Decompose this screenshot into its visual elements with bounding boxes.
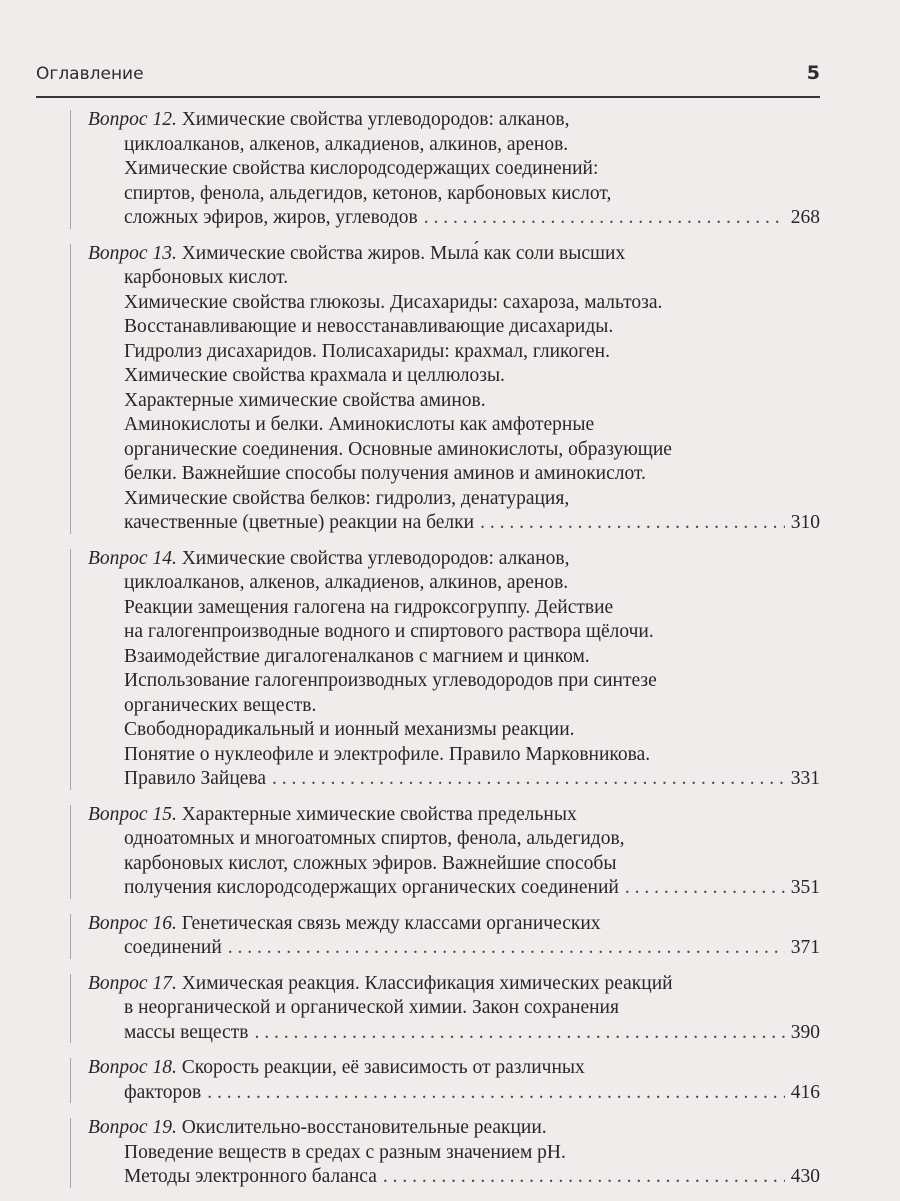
toc-line (88, 1165, 820, 1190)
toc-line-text: Химическая реакция. Классификация химических реакций (181, 972, 673, 994)
toc-page-number: 310 (790, 512, 820, 533)
toc-line (88, 827, 820, 852)
toc-line (88, 157, 820, 182)
dot-leader (625, 876, 785, 901)
toc-entry (88, 1116, 820, 1190)
toc-line (88, 266, 820, 291)
toc-line-text: Методы электронного баланса (124, 1166, 377, 1187)
dot-leader (272, 767, 785, 792)
toc-line-text: Химические свойства глюкозы. Дисахариды: сахароза, мальтоза. (124, 291, 663, 313)
toc-page-number: 430 (790, 1166, 820, 1187)
toc-line (88, 876, 820, 901)
toc-line-text: массы веществ (124, 1021, 249, 1043)
toc-entry (88, 108, 820, 231)
toc-line (88, 511, 820, 536)
toc-line (88, 413, 820, 438)
toc-line-text: органические соединения. Основные аминокислоты, образующие (124, 438, 672, 460)
toc-line-text: получения кислородсодержащих органических соединений (124, 877, 619, 898)
toc-entry (88, 1056, 820, 1105)
question-label: Вопрос 18. (88, 1057, 177, 1078)
toc-line-text: спиртов, фенола, альдегидов, кетонов, карбоновых кислот, (124, 182, 612, 204)
question-label: Вопрос 15. (88, 803, 177, 825)
toc-page-number: 371 (790, 937, 820, 958)
dot-leader (254, 1021, 784, 1046)
toc-line (88, 1021, 820, 1046)
dot-leader (424, 206, 785, 231)
page-header (36, 62, 820, 98)
toc-line-text: Реакции замещения галогена на гидроксогруппу. Действие (124, 596, 614, 618)
toc-line (88, 291, 820, 316)
toc-line-text: соединений (124, 937, 222, 958)
question-label: Вопрос 19. (88, 1117, 177, 1138)
toc-line-text: Окислительно-восстановительные реакции. (181, 1117, 547, 1138)
toc-line (88, 389, 820, 414)
toc-entry (88, 912, 820, 961)
table-of-contents (88, 108, 820, 1201)
toc-page-number: 268 (790, 207, 820, 228)
toc-line (88, 803, 820, 828)
toc-line-text: качественные (цветные) реакции на белки (124, 512, 475, 533)
toc-page-number: 351 (790, 877, 820, 898)
toc-line (88, 315, 820, 340)
toc-line (88, 438, 820, 463)
toc-entry (88, 547, 820, 792)
toc-page-number: 416 (790, 1081, 820, 1103)
toc-line (88, 936, 820, 961)
toc-line-text: факторов (124, 1081, 202, 1103)
toc-line-text: Характерные химические свойства предельных (181, 803, 577, 825)
toc-line-text: Химические свойства жиров. Мыла́ как соли высших (181, 242, 626, 264)
toc-line-text: Использование галогенпроизводных углеводородов при синтезе (124, 670, 657, 691)
dot-leader (228, 936, 785, 961)
toc-line-text: Свободнорадикальный и ионный механизмы реакции. (124, 719, 575, 740)
toc-line-text: Аминокислоты и белки. Аминокислоты как амфотерные (124, 414, 595, 435)
toc-line (88, 340, 820, 365)
toc-line-text: циклоалканов, алкенов, алкадиенов, алкинов, аренов. (124, 572, 569, 593)
toc-line-text: органических веществ. (124, 694, 317, 716)
toc-entry (88, 972, 820, 1046)
toc-line (88, 620, 820, 645)
section-title: Оглавление (36, 64, 144, 84)
question-label: Вопрос 13. (88, 242, 177, 264)
toc-line (88, 462, 820, 487)
toc-line-text: одноатомных и многоатомных спиртов, фенола, альдегидов, (124, 828, 625, 849)
toc-line (88, 767, 820, 792)
toc-line (88, 108, 820, 133)
toc-line (88, 571, 820, 596)
toc-line (88, 1141, 820, 1166)
toc-line (88, 242, 820, 267)
toc-line (88, 694, 820, 719)
toc-line-text: циклоалканов, алкенов, алкадиенов, алкинов, аренов. (124, 133, 569, 155)
toc-line (88, 669, 820, 694)
toc-line-text: Взаимодействие дигалогеналканов с магнием и цинком. (124, 645, 590, 667)
toc-line-text: Правило Зайцева (124, 768, 267, 789)
question-label: Вопрос 14. (88, 547, 177, 569)
question-label: Вопрос 17. (88, 972, 177, 994)
toc-line (88, 1056, 820, 1081)
toc-entry (88, 803, 820, 901)
toc-line-text: Восстанавливающие и невосстанавливающие дисахариды. (124, 316, 614, 337)
toc-line-text: на галогенпроизводные водного и спиртового раствора щёлочи. (124, 621, 654, 642)
toc-line-text: карбоновых кислот. (124, 267, 289, 288)
toc-page-number: 390 (790, 1021, 820, 1043)
toc-line-text: Характерные химические свойства аминов. (124, 389, 486, 411)
toc-line (88, 182, 820, 207)
toc-line-text: Химические свойства кислородсодержащих соединений: (124, 158, 599, 179)
toc-line-text: Скорость реакции, её зависимость от различных (181, 1057, 585, 1078)
toc-line-text: Гидролиз дисахаридов. Полисахариды: крахмал, гликоген. (124, 340, 610, 362)
question-label: Вопрос 16. (88, 912, 177, 934)
toc-line (88, 206, 820, 231)
toc-line (88, 596, 820, 621)
page-number: 5 (806, 62, 820, 84)
toc-line (88, 645, 820, 670)
dot-leader (207, 1081, 785, 1106)
dot-leader (480, 511, 785, 536)
toc-line (88, 547, 820, 572)
toc-line-text: в неорганической и органической химии. Закон сохранения (124, 997, 619, 1018)
dot-leader (383, 1165, 785, 1190)
toc-line (88, 364, 820, 389)
toc-page-number: 331 (790, 768, 820, 789)
toc-line-text: белки. Важнейшие способы получения аминов и аминокислот. (124, 463, 646, 484)
toc-line (88, 487, 820, 512)
toc-line (88, 1116, 820, 1141)
toc-line (88, 996, 820, 1021)
toc-entry (88, 242, 820, 536)
toc-line (88, 743, 820, 768)
toc-line (88, 912, 820, 937)
toc-line-text: Поведение веществ в средах с разным значением pH. (124, 1141, 566, 1163)
toc-line (88, 1081, 820, 1106)
toc-line-text: Химические свойства углеводородов: алканов, (181, 547, 570, 569)
toc-line (88, 718, 820, 743)
toc-line-text: Химические свойства белков: гидролиз, денатурация, (124, 487, 570, 509)
toc-line (88, 852, 820, 877)
toc-line (88, 972, 820, 997)
question-label: Вопрос 12. (88, 109, 177, 130)
toc-line-text: сложных эфиров, жиров, углеводов (124, 207, 418, 228)
toc-line-text: карбоновых кислот, сложных эфиров. Важнейшие способы (124, 852, 617, 874)
toc-line-text: Химические свойства крахмала и целлюлозы. (124, 365, 505, 386)
toc-line-text: Химические свойства углеводородов: алканов, (181, 109, 570, 130)
toc-line (88, 133, 820, 158)
toc-line-text: Генетическая связь между классами органических (181, 912, 601, 934)
toc-line-text: Понятие о нуклеофиле и электрофиле. Правило Марковникова. (124, 743, 651, 765)
